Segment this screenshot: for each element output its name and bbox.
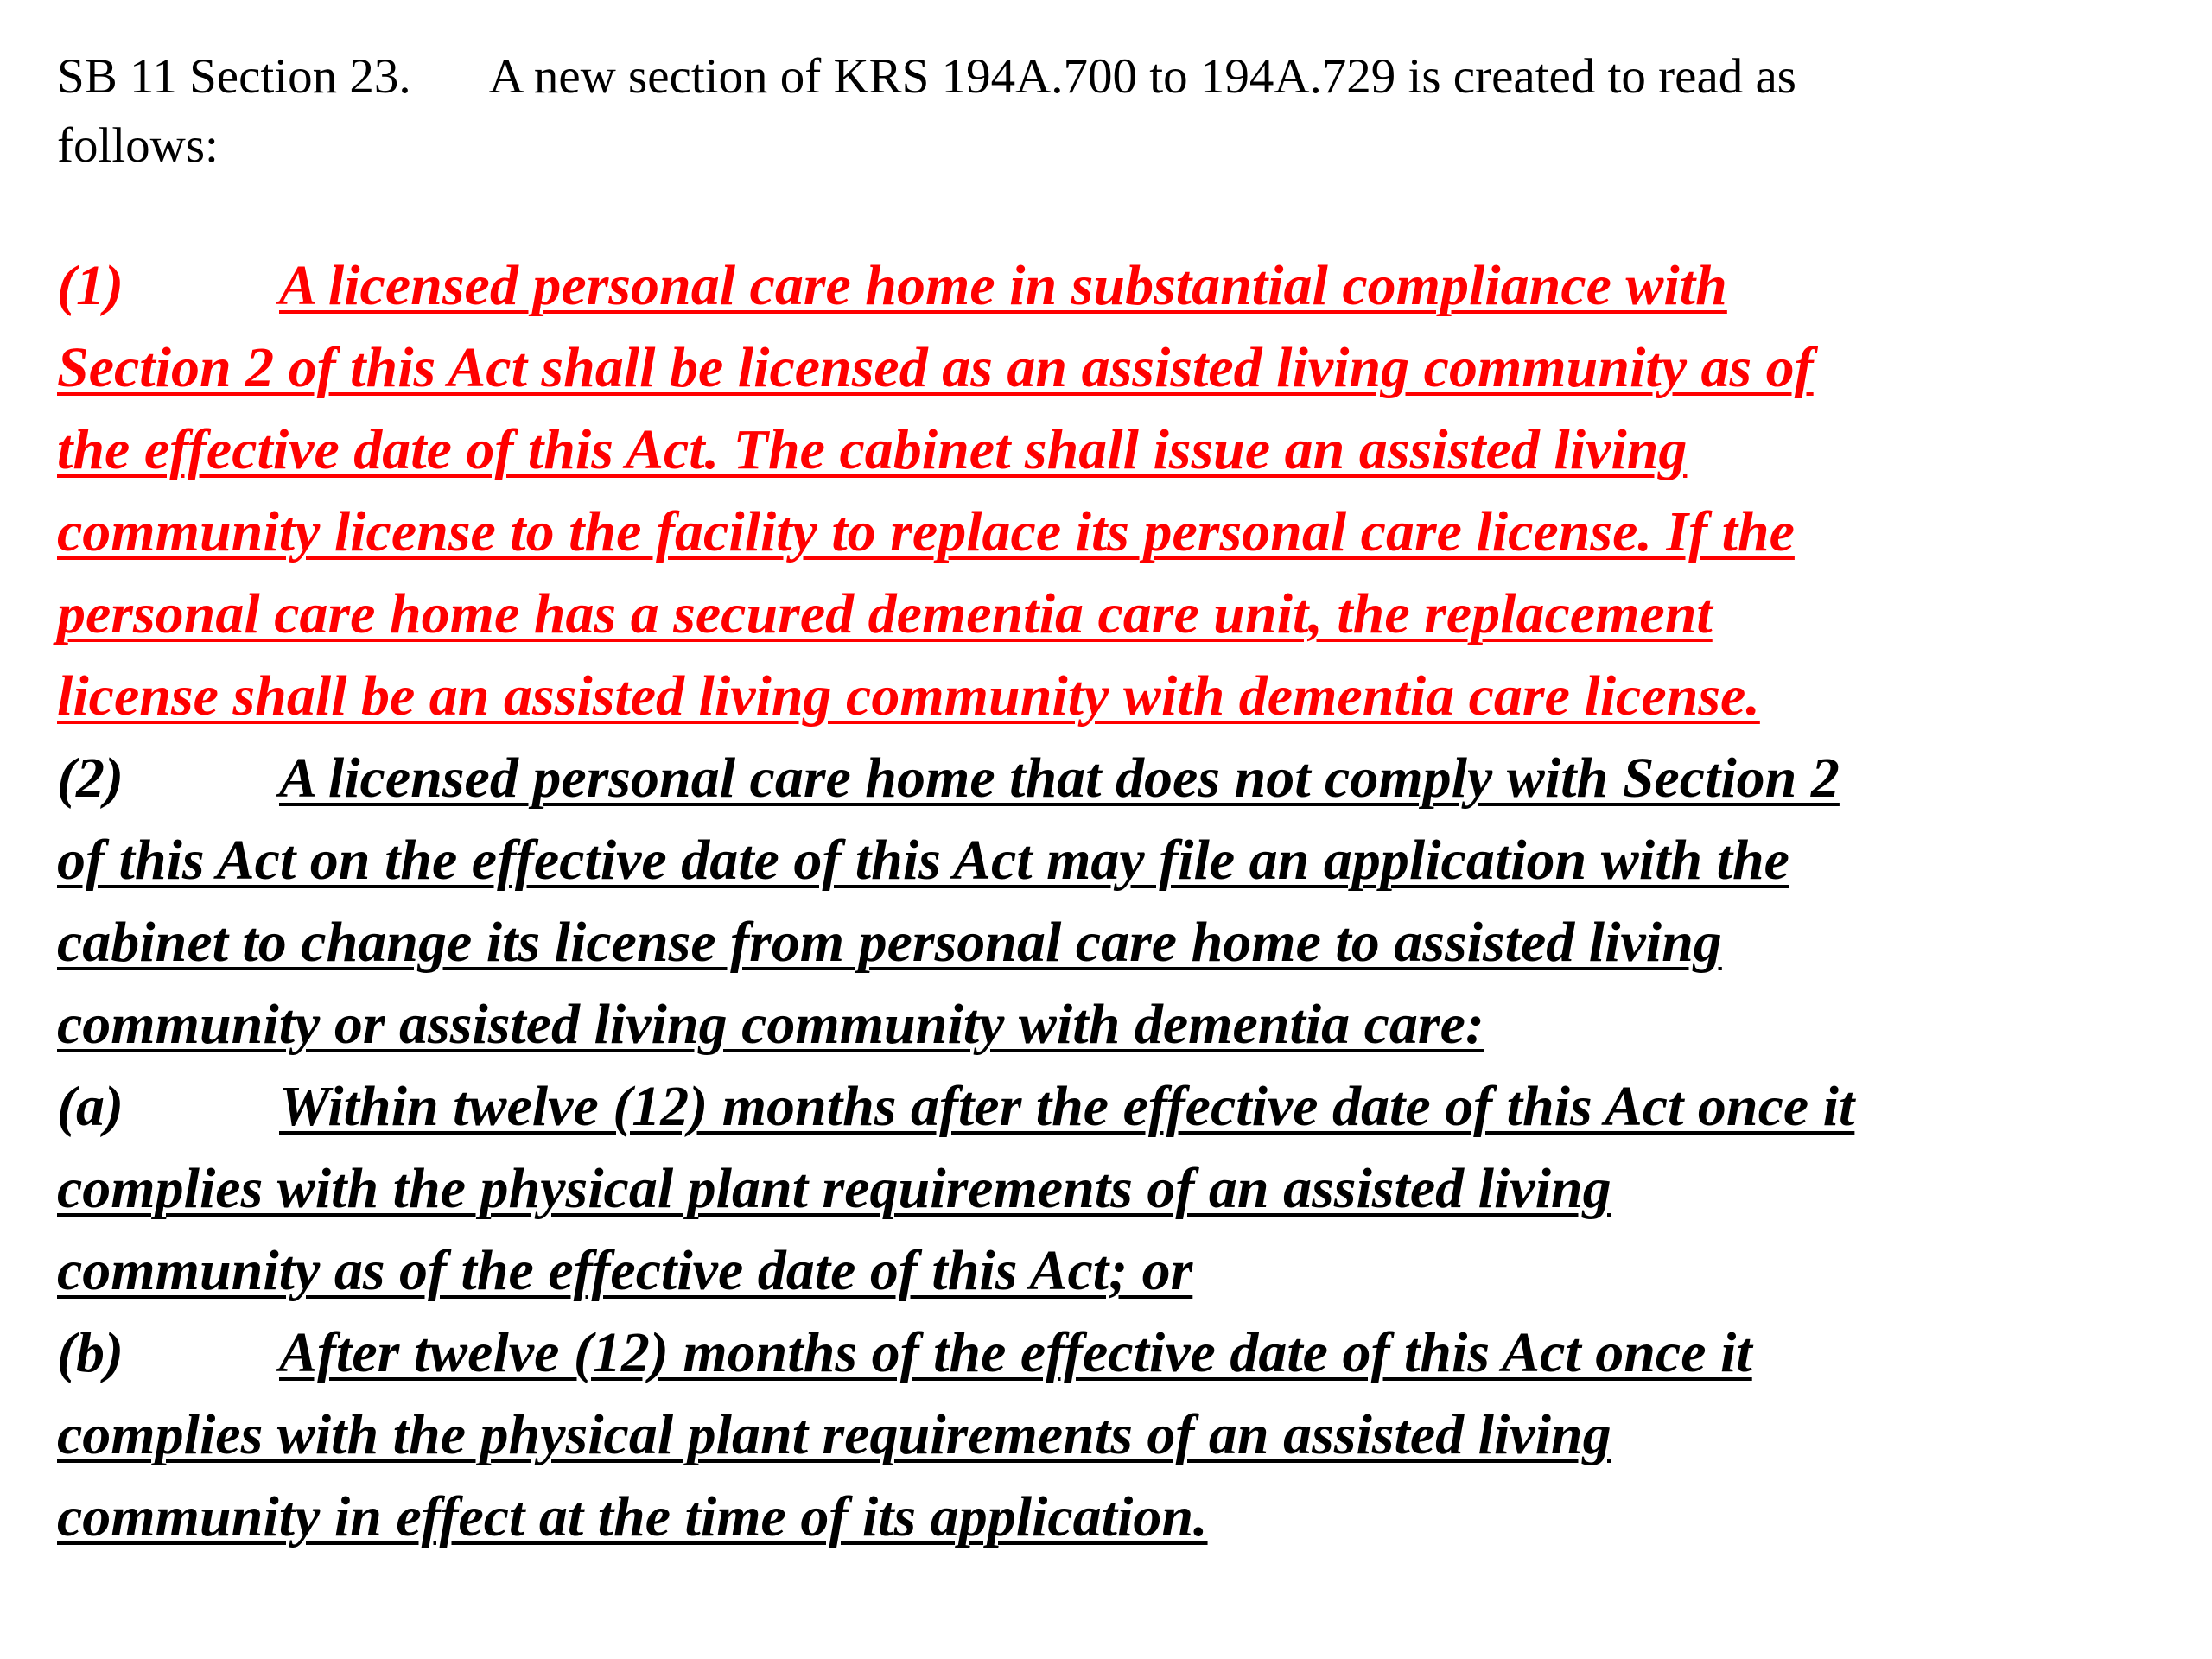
- subsection-2-number: (2): [57, 747, 124, 810]
- subsection-1-line: the effective date of this Act. The cabinet shall issue an assisted living: [57, 418, 1688, 481]
- subsection-2-line: of this Act on the effective date of this Act may file an application with the: [57, 829, 1789, 892]
- section-label: SB 11 Section 23.: [57, 49, 411, 104]
- paragraph-a-line: (a) Within twelve (12) months after the effective date of this Act once it: [57, 1075, 1855, 1138]
- subsection-2-line: (2) A licensed personal care home that does not comply with Section 2: [57, 747, 1840, 810]
- subsection-1-line: (1) A licensed personal care home in substantial compliance with: [57, 254, 1727, 317]
- subsection-2-line: cabinet to change its license from personal care home to assisted living: [57, 911, 1722, 974]
- subsection-1-line: personal care home has a secured dementia care unit, the replacement: [57, 582, 1713, 645]
- paragraph-b-line: (b) After twelve (12) months of the effective date of this Act once it: [57, 1321, 1752, 1384]
- paragraph-a-line: community as of the effective date of this Act; or: [57, 1239, 1193, 1302]
- subsection-1-number: (1): [57, 254, 124, 317]
- section-heading-text: A new section of KRS 194A.700 to 194A.729 is created to read as: [488, 49, 1796, 104]
- subsection-1-line: Section 2 of this Act shall be licensed as an assisted living community as of: [57, 336, 1814, 399]
- paragraph-b-line: complies with the physical plant requirements of an assisted living: [57, 1403, 1611, 1466]
- subsection-2-line: community or assisted living community with dementia care:: [57, 993, 1484, 1056]
- subsection-1-line: license shall be an assisted living community with dementia care license.: [57, 664, 1760, 728]
- section-heading: [57, 49, 1796, 104]
- paragraph-b-line: community in effect at the time of its application.: [57, 1485, 1208, 1548]
- paragraph-a-line: complies with the physical plant requirements of an assisted living: [57, 1157, 1611, 1220]
- paragraph-b-number: (b): [57, 1321, 124, 1384]
- section-heading-continued: follows:: [57, 118, 219, 173]
- subsection-1-line: community license to the facility to replace its personal care license. If the: [57, 500, 1795, 563]
- paragraph-a-number: (a): [57, 1075, 124, 1138]
